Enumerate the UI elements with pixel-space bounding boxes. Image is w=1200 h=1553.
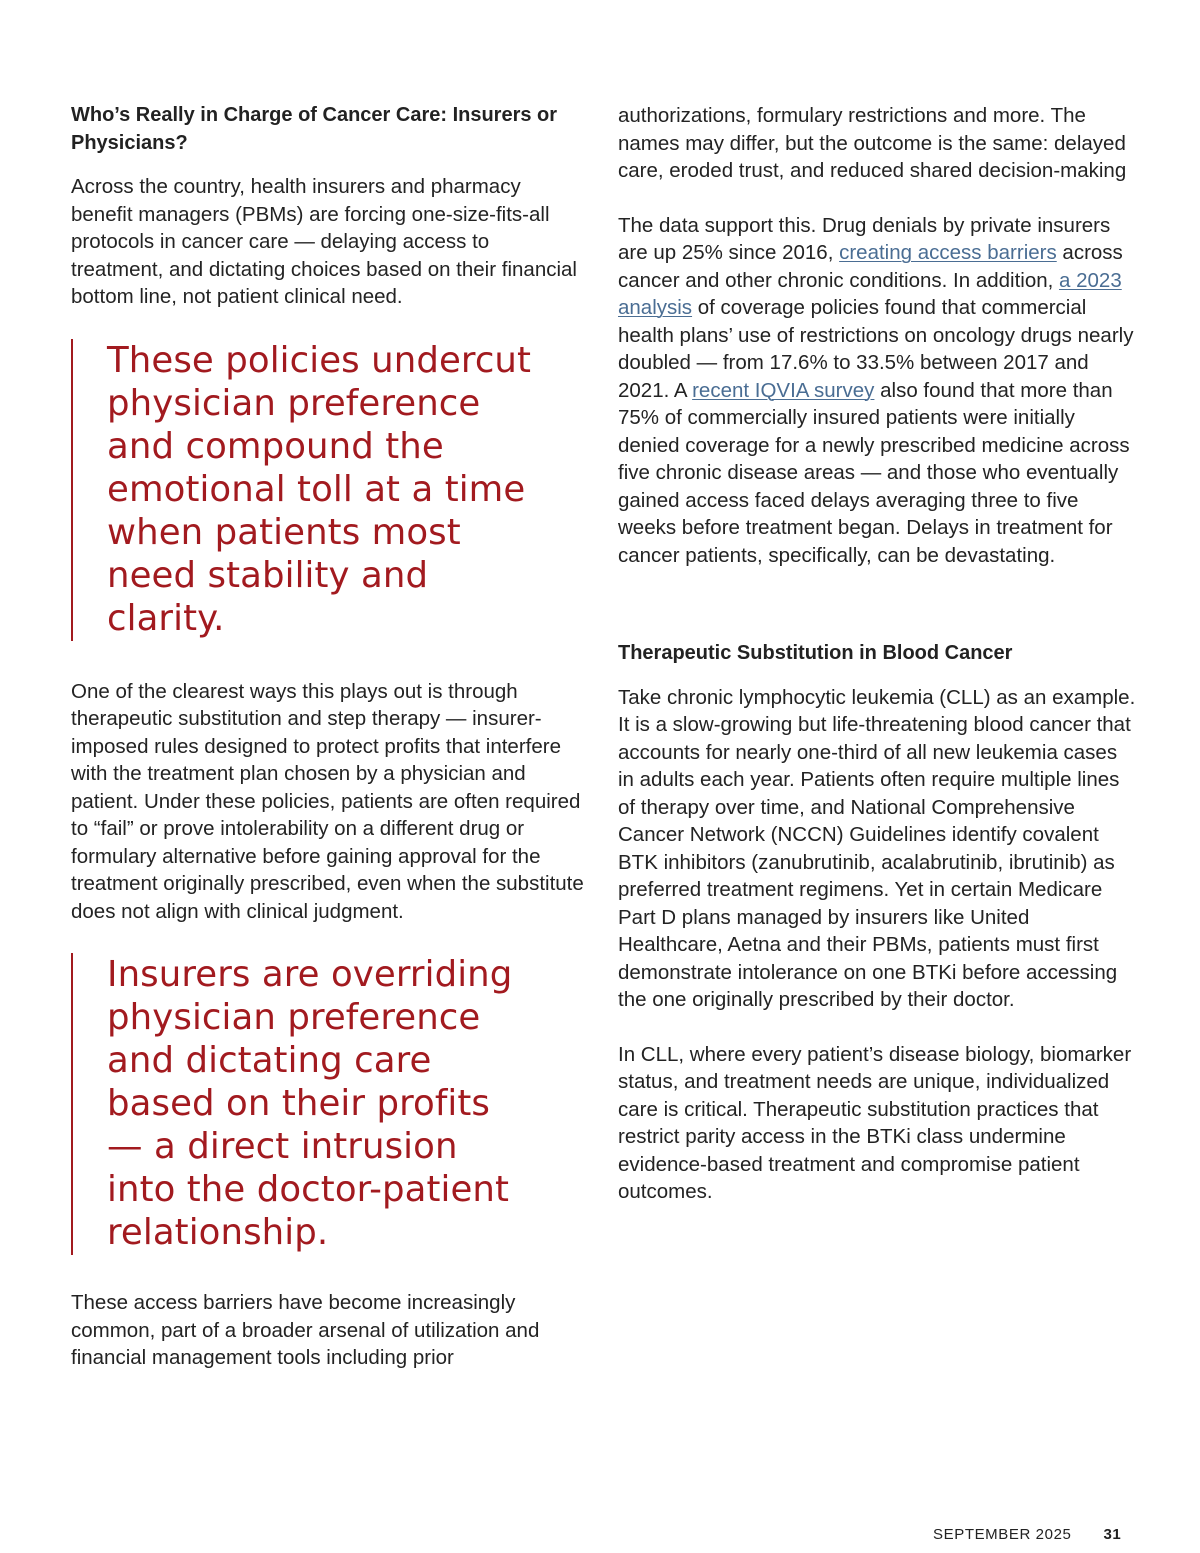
pull-quote-line: These policies undercut xyxy=(107,339,532,381)
section-heading-charge: Who’s Really in Charge of Cancer Care: Insurers or Physicians? xyxy=(71,104,558,154)
paragraph-access-barriers: These access barriers have become increasingly common, part of a broader arsenal of utilization and financial management tools including prior xyxy=(71,1291,540,1369)
pull-quote-line: into the doctor-patient xyxy=(107,1169,510,1210)
pull-quote-line: physician preference xyxy=(107,997,481,1038)
text-run: The data support this. Drug denials by private insurers are up 25% since 2016, xyxy=(618,213,1111,264)
page-number: 31 xyxy=(1103,1526,1122,1543)
pull-quote-line: and compound the xyxy=(107,425,444,467)
pull-quote-line: physician preference xyxy=(107,382,481,424)
pull-quote-line: based on their profits xyxy=(107,1083,490,1124)
text-run: also found that more than 75% of commercially insured patients were initially denied coverage for a newly prescribed medicine across five chronic disease areas — and those who eventually gained access faced delays averaging three to five weeks before treatment began. Delays in treatment for cancer patients, specifically, can be devastating. xyxy=(618,378,1130,567)
pull-quote-line: relationship. xyxy=(107,1212,329,1253)
link-iqvia-survey[interactable]: recent IQVIA survey xyxy=(692,378,875,402)
text-run: of coverage policies found that commercial health plans’ use of restrictions on oncology drugs nearly doubled — from 17.6% to 33.5% between 2017 and 2021. A xyxy=(618,296,1134,402)
section-heading-blood-cancer: Therapeutic Substitution in Blood Cancer xyxy=(618,642,1013,664)
pull-quote-line: when patients most xyxy=(107,511,461,553)
pull-quote-line: Insurers are overriding xyxy=(107,954,513,995)
link-2023-analysis[interactable]: a 2023 analysis xyxy=(618,268,1122,319)
left-column xyxy=(71,102,586,1372)
pull-quote-line: clarity. xyxy=(107,597,225,639)
text-run: across cancer and other chronic conditions. In addition, xyxy=(618,241,1123,292)
pull-quote-policies xyxy=(71,339,586,641)
right-column xyxy=(618,102,1138,1206)
issue-date: SEPTEMBER 2025 xyxy=(933,1526,1072,1543)
paragraph-cll-example: Take chronic lymphocytic leukemia (CLL) as an example. It is a slow-growing but life-threatening blood cancer that accounts for nearly one-third of all new leukemia cases in adults each year. Patients often require multiple lines of therapy over time, and National Comprehensive Cancer Network (NCCN) Guidelines identify covalent BTK inhibitors (zanubrutinib, acalabrutinib, ibrutinib) as preferred treatment regimens. Yet in certain Medicare Part D plans managed by insurers like United Healthcare, Aetna and their PBMs, patients must first demonstrate intolerance on one BTKi before accessing the one originally prescribed by their doctor. xyxy=(618,685,1136,1011)
paragraph-step-therapy: One of the clearest ways this plays out is through therapeutic substitution and step therapy — insurer-imposed rules designed to protect profits that interfere with the treatment plan chosen by a physician and patient. Under these policies, patients are often required to “fail” or prove intolerability on a different drug or formulary alternative before gaining approval for the treatment originally prescribed, even when the substitute does not align with clinical judgment. xyxy=(71,679,584,923)
pull-quote-line: and dictating care xyxy=(107,1040,432,1081)
pull-quote-line: emotional toll at a time xyxy=(107,468,526,510)
paragraph-authorizations: authorizations, formulary restrictions and more. The names may differ, but the outcome is the same: delayed care, eroded trust, and reduced shared decision-making xyxy=(618,104,1127,182)
pull-quote-insurers xyxy=(71,953,586,1255)
paragraph-data-support xyxy=(618,212,1138,570)
link-creating-access-barriers[interactable]: creating access barriers xyxy=(839,241,1057,264)
paragraph-insurers-pbms: Across the country, health insurers and pharmacy benefit managers (PBMs) are forcing one-size-fits-all protocols in cancer care — delaying access to treatment, and dictating choices based on their financial bottom line, not patient clinical need. xyxy=(71,175,577,308)
page-footer xyxy=(933,1526,1121,1543)
paragraph-individualized-care: In CLL, where every patient’s disease biology, biomarker status, and treatment needs are unique, individualized care is critical. Therapeutic substitution practices that restrict parity access in the BTKi class undermine evidence-based treatment and compromise patient outcomes. xyxy=(618,1042,1132,1203)
pull-quote-line: need stability and xyxy=(107,554,429,596)
pull-quote-line: — a direct intrusion xyxy=(107,1126,458,1167)
